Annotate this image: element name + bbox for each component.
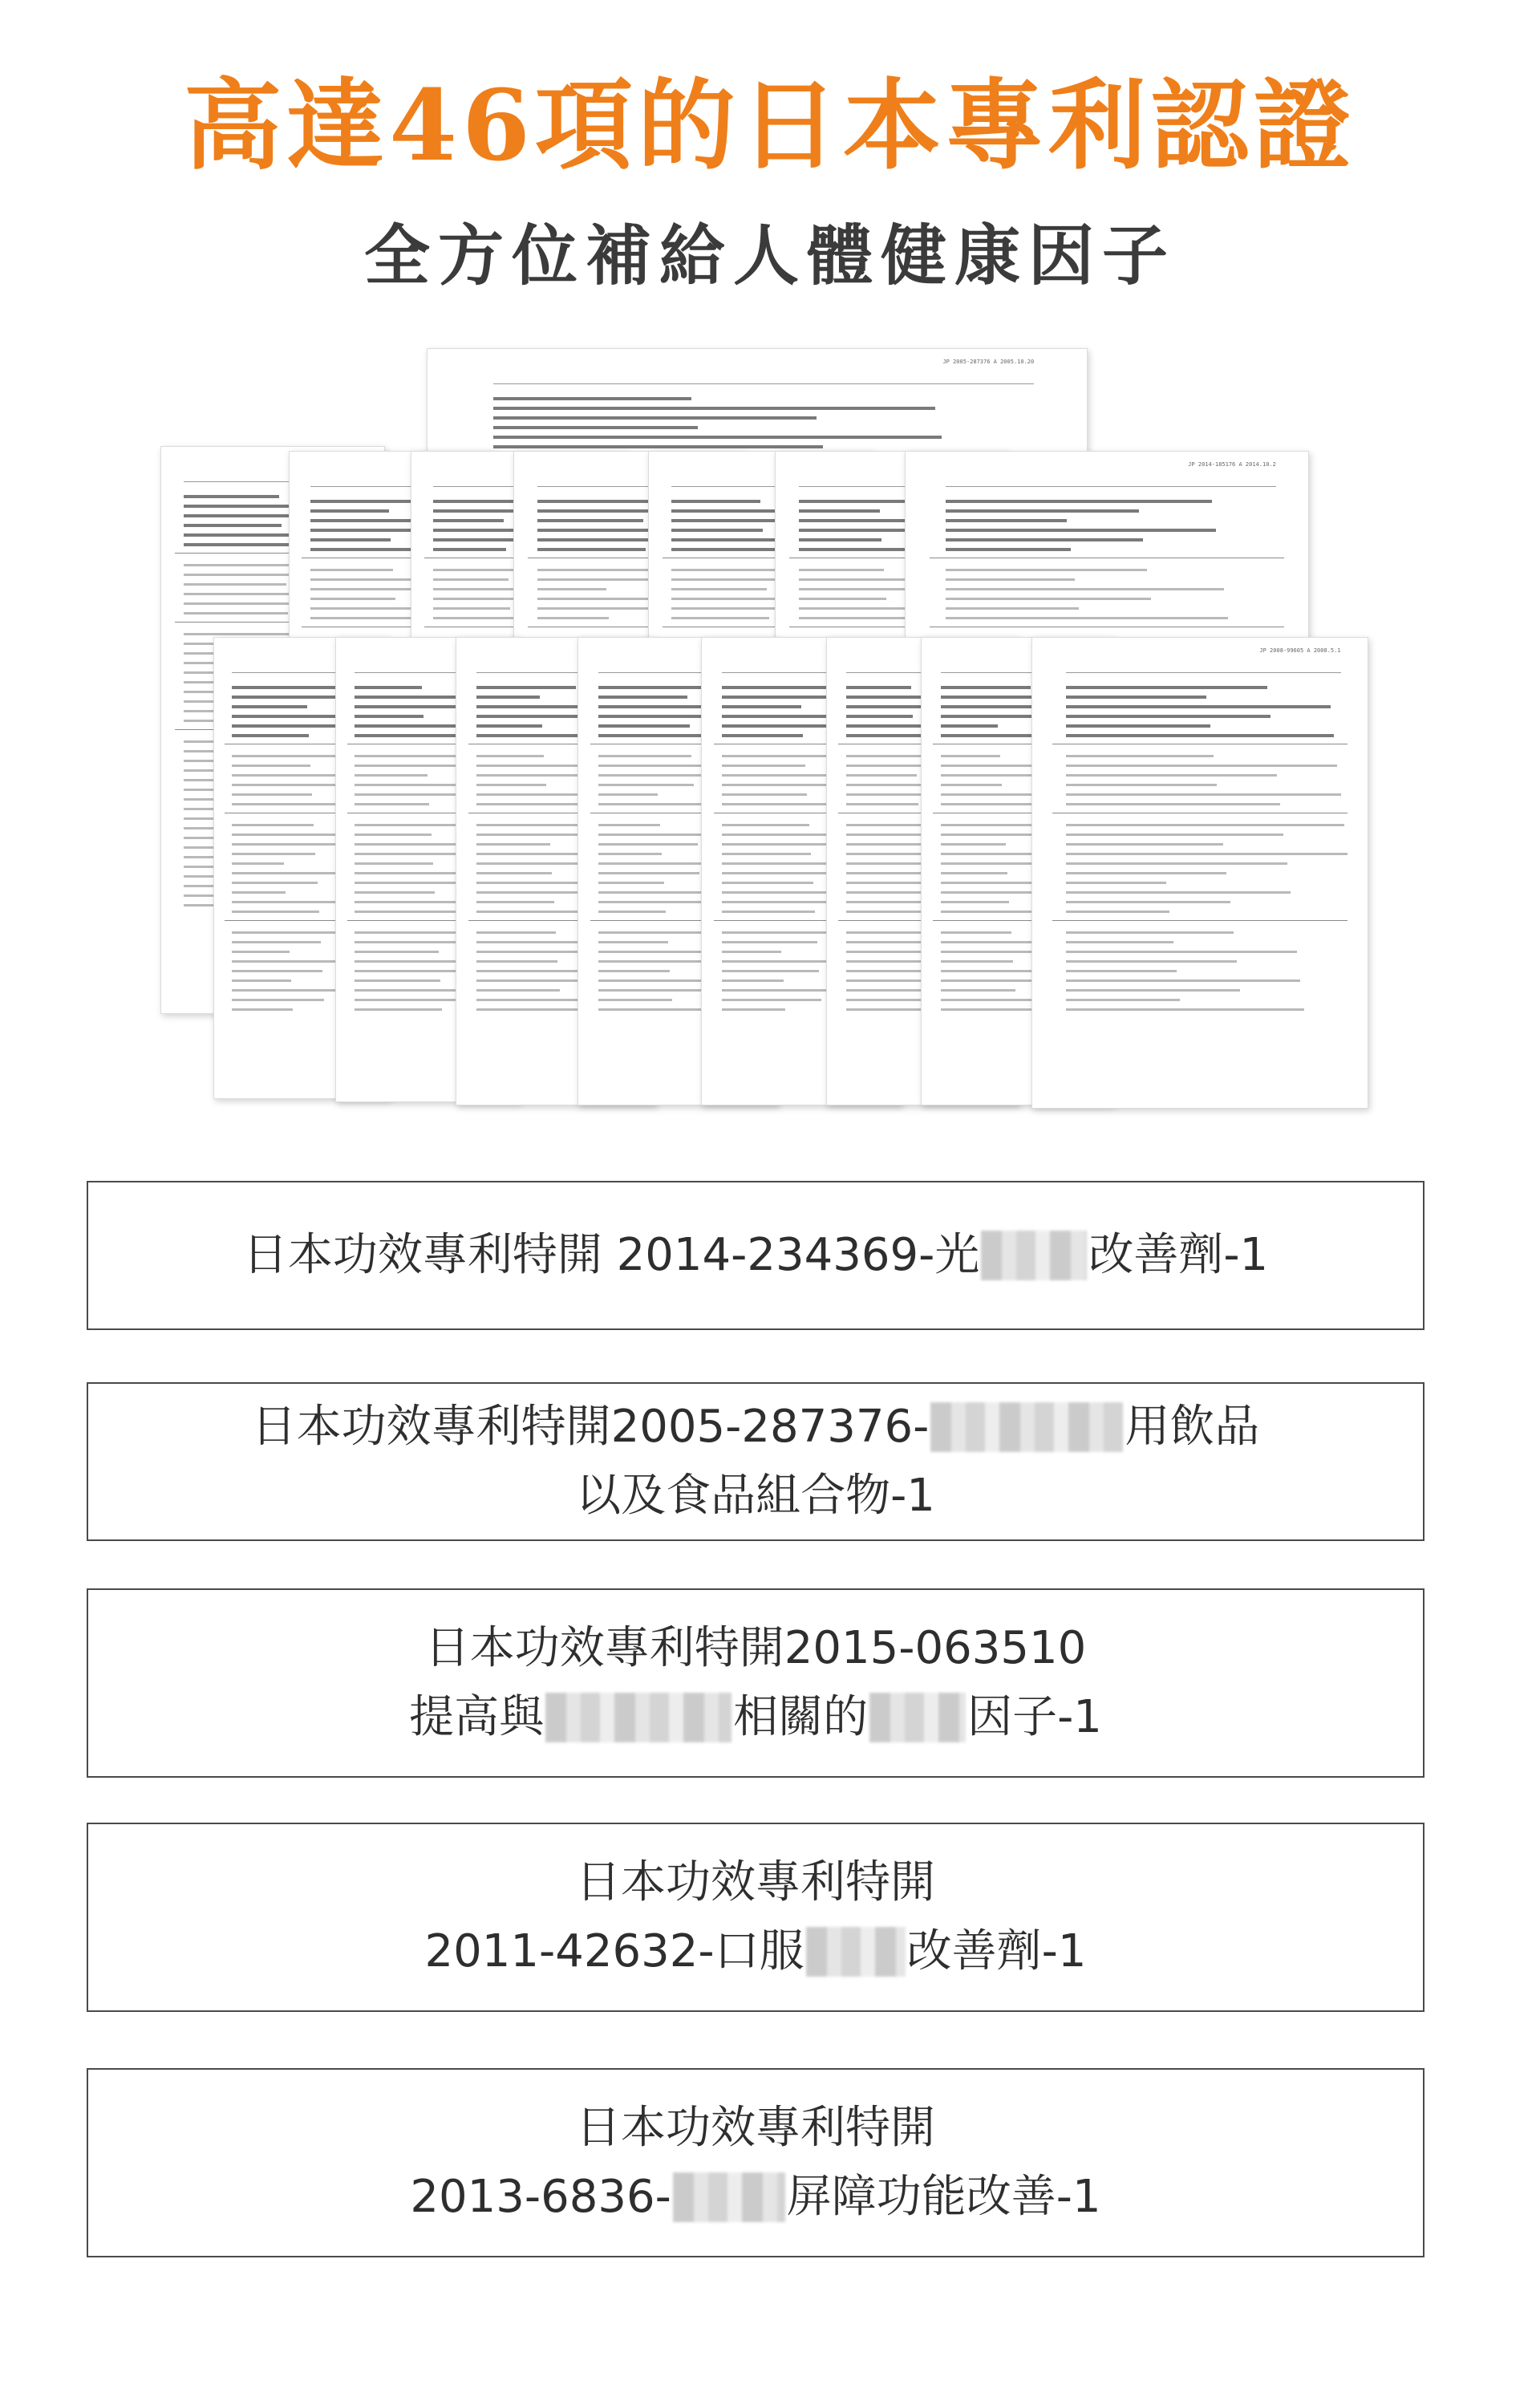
document-text-line	[598, 931, 703, 934]
document-text-line	[1066, 951, 1297, 953]
document-text-line	[232, 980, 291, 982]
document-text-line	[941, 862, 1042, 865]
document-text-line	[1066, 724, 1210, 728]
document-text-line	[941, 989, 1015, 992]
document-text-line	[1066, 911, 1170, 913]
document-text-line	[232, 999, 325, 1001]
document-text-line	[537, 519, 643, 522]
document-text-line	[722, 765, 805, 767]
document-text-line	[476, 891, 590, 894]
redacted-text	[673, 2172, 785, 2222]
document-text-line	[476, 931, 556, 934]
document-text-line	[846, 803, 918, 805]
document-text-line	[722, 724, 839, 728]
document-text-line	[722, 970, 820, 972]
patent-text: 因子-1	[967, 1691, 1102, 1743]
document-text-line	[722, 882, 813, 884]
document-text-line	[671, 588, 768, 590]
patent-documents-collage	[0, 337, 1540, 1123]
document-text-line	[941, 715, 1032, 718]
document-text-line	[493, 407, 935, 410]
document-text-line	[722, 705, 801, 708]
document-text-line	[722, 999, 821, 1001]
document-text-line	[476, 862, 588, 865]
document-text-line	[476, 686, 576, 689]
document-text-line	[232, 891, 286, 894]
document-text-line	[232, 724, 340, 728]
document-text-line	[1066, 862, 1287, 865]
document-text-line	[1066, 765, 1338, 767]
document-text-line	[355, 853, 466, 855]
document-text-line	[1066, 824, 1344, 826]
document-text-line	[232, 734, 309, 737]
document-text-line	[232, 853, 316, 855]
patent-text: 相關的	[733, 1691, 869, 1743]
document-text-line	[355, 705, 457, 708]
document-text-line	[722, 793, 808, 796]
document-text-line	[310, 538, 391, 541]
document-text-line	[941, 901, 1010, 903]
document-text-line	[232, 882, 318, 884]
document-text-line	[946, 617, 1227, 619]
document-text-line	[941, 755, 1000, 757]
document-text-line	[355, 951, 439, 953]
patent-line	[252, 1393, 1260, 1462]
document-text-line	[946, 500, 1211, 503]
document-text-line	[598, 724, 690, 728]
document-text-line	[355, 891, 435, 894]
document-text-line	[941, 803, 1038, 805]
document-text-line	[941, 774, 1036, 777]
document-text-line	[1066, 774, 1277, 777]
document-text-line	[722, 734, 804, 737]
document-header-rule	[1066, 667, 1341, 673]
document-text-line	[355, 734, 459, 737]
patent-line	[410, 2163, 1100, 2232]
document-text-line	[1066, 715, 1270, 718]
document-text-line	[476, 989, 560, 992]
document-text-line	[598, 784, 694, 786]
document-text-line	[1066, 980, 1301, 982]
document-text-line	[1066, 784, 1217, 786]
document-text-line	[598, 755, 692, 757]
document-text-line	[355, 1008, 442, 1011]
document-text-line	[722, 911, 816, 913]
document-text-line	[1066, 734, 1334, 737]
document-text-line	[722, 755, 841, 757]
document-text-line	[493, 397, 691, 400]
document-text-line	[941, 724, 998, 728]
document-text-line	[598, 793, 658, 796]
document-text-line	[355, 941, 472, 943]
document-text-line	[355, 980, 440, 982]
document-text-line	[232, 951, 290, 953]
document-text-line	[846, 715, 913, 718]
document-text-line	[1066, 696, 1207, 699]
document-text-line	[232, 970, 322, 972]
document-text-line	[722, 980, 784, 982]
document-text-line	[846, 862, 922, 865]
document-text-line	[184, 524, 282, 527]
document-text-line	[1066, 931, 1234, 934]
document-text-line	[232, 862, 284, 865]
document-text-line	[355, 911, 470, 913]
document-text-line	[722, 696, 837, 699]
document-text-line	[598, 960, 706, 963]
patent-line	[243, 1221, 1268, 1290]
document-text-line	[946, 588, 1223, 590]
patent-text: 用飲品	[1125, 1401, 1260, 1453]
document-text-line	[941, 784, 1002, 786]
document-text-line	[232, 941, 321, 943]
document-text-line	[355, 803, 429, 805]
patent-document-sheet	[1031, 637, 1368, 1109]
document-number: JP 2014-185176 A 2014.10.2	[1188, 461, 1276, 468]
document-text-line	[941, 872, 1007, 874]
document-text-line	[598, 941, 668, 943]
document-text-line	[1066, 872, 1227, 874]
document-text-line	[310, 500, 426, 503]
patent-line	[425, 1614, 1087, 1683]
document-text-line	[671, 529, 763, 532]
document-text-line	[799, 569, 885, 571]
patent-line	[409, 1683, 1102, 1752]
redacted-text	[806, 1927, 906, 1977]
document-text-line	[946, 529, 1215, 532]
document-text-line	[598, 970, 670, 972]
document-text-line	[722, 941, 817, 943]
redacted-text	[869, 1693, 966, 1742]
document-text-line	[598, 901, 702, 903]
document-text-line	[355, 765, 460, 767]
document-text-line	[598, 911, 666, 913]
document-text-line	[493, 436, 942, 439]
document-text-line	[537, 578, 648, 581]
document-text-line	[799, 598, 886, 600]
patent-box-2	[87, 1382, 1424, 1541]
document-text-line	[671, 617, 769, 619]
document-text-line	[476, 901, 554, 903]
patent-text: 日本功效專利特開	[576, 1856, 935, 1908]
document-text-line	[476, 724, 542, 728]
document-text-line	[537, 588, 606, 590]
patent-text: 改善劑-1	[1088, 1229, 1269, 1281]
document-text-line	[1066, 882, 1166, 884]
document-text-line	[1066, 853, 1348, 855]
document-text-line	[941, 686, 1031, 689]
document-text-line	[232, 755, 342, 757]
page-subtitle: 全方位補給人體健康因子	[363, 217, 1176, 294]
document-text-line	[722, 1008, 785, 1011]
document-text-line	[946, 538, 1143, 541]
patent-text: 屏障功能改善-1	[786, 2171, 1101, 2223]
document-text-line	[355, 793, 463, 796]
document-text-line	[598, 824, 660, 826]
document-text-line	[232, 931, 352, 934]
document-text-line	[846, 980, 930, 982]
document-text-line	[476, 872, 552, 874]
document-text-line	[232, 1008, 293, 1011]
document-text-line	[355, 715, 424, 718]
document-text-line	[598, 882, 664, 884]
document-text-line	[1066, 999, 1180, 1001]
document-text-line	[476, 774, 582, 777]
patent-box-4	[87, 1823, 1424, 2012]
document-text-line	[537, 548, 646, 551]
document-text-line	[598, 872, 699, 874]
document-text-line	[537, 617, 609, 619]
document-text-line	[799, 509, 880, 513]
patent-text: 改善劑-1	[906, 1925, 1087, 1977]
document-number: JP 2005-287376 A 2005.10.20	[942, 359, 1035, 365]
document-text-line	[476, 960, 558, 963]
document-text-line	[946, 578, 1075, 581]
document-text-line	[232, 872, 349, 874]
document-text-line	[946, 607, 1079, 610]
document-text-line	[1066, 891, 1291, 894]
document-text-line	[941, 960, 1013, 963]
document-text-line	[310, 509, 389, 513]
document-text-line	[476, 803, 584, 805]
document-text-line	[232, 901, 351, 903]
patent-box-5	[87, 2068, 1424, 2257]
patent-line	[576, 1462, 935, 1531]
document-text-line	[946, 598, 1151, 600]
patent-text: 日本功效專利特開 2014-234369-光	[242, 1229, 980, 1281]
document-text-line	[355, 862, 433, 865]
document-text-line	[598, 853, 662, 855]
document-text-line	[598, 843, 698, 846]
document-text-line	[232, 784, 344, 786]
document-text-line	[310, 598, 395, 600]
document-text-line	[946, 509, 1139, 513]
document-text-line	[537, 607, 650, 610]
document-number: JP 2008-99605 A 2008.5.1	[1259, 647, 1341, 654]
document-text-line	[722, 824, 809, 826]
document-text-line	[476, 696, 540, 699]
document-text-line	[232, 793, 312, 796]
document-text-line	[1066, 1008, 1304, 1011]
document-text-line	[433, 548, 506, 551]
document-text-line	[476, 784, 546, 786]
patent-line	[425, 1917, 1087, 1986]
document-text-line	[355, 882, 468, 884]
document-text-line	[846, 686, 911, 689]
document-text-line	[941, 843, 1006, 846]
document-header-rule	[493, 378, 1034, 384]
document-text-line	[1066, 686, 1267, 689]
document-text-line	[232, 765, 310, 767]
document-text-line	[598, 999, 672, 1001]
document-text-line	[1066, 843, 1223, 846]
document-text-line	[232, 843, 347, 846]
document-text-line	[355, 686, 422, 689]
patent-text: 以及食品組合物-1	[576, 1470, 935, 1522]
document-text-line	[493, 445, 823, 448]
page-title: 高達46項的日本專利認證	[184, 67, 1356, 183]
document-text-line	[476, 755, 544, 757]
document-text-line	[184, 583, 286, 586]
document-text-line	[1066, 941, 1173, 943]
redacted-text	[545, 1693, 732, 1742]
document-text-line	[1066, 960, 1237, 963]
document-text-line	[355, 774, 428, 777]
document-text-line	[476, 951, 594, 953]
patent-text: 2011-42632-口服	[424, 1925, 804, 1977]
document-text-line	[433, 578, 509, 581]
document-text-line	[184, 612, 289, 614]
document-text-line	[846, 774, 917, 777]
document-text-line	[846, 1008, 932, 1011]
document-text-line	[232, 705, 307, 708]
patent-box-1	[87, 1181, 1424, 1330]
document-text-line	[946, 548, 1071, 551]
patent-text: 2013-6836-	[410, 2171, 671, 2223]
document-text-line	[941, 833, 1040, 836]
document-text-line	[1066, 833, 1284, 836]
document-text-line	[799, 538, 882, 541]
document-text-line	[1066, 705, 1331, 708]
patent-line	[576, 2094, 935, 2163]
document-text-line	[846, 951, 928, 953]
document-text-line	[493, 426, 698, 429]
document-text-line	[1066, 989, 1240, 992]
document-text-line	[846, 833, 921, 836]
patent-text: 日本功效專利特開2015-063510	[424, 1622, 1087, 1674]
document-text-line	[946, 569, 1147, 571]
document-text-line	[799, 500, 922, 503]
document-text-line	[722, 951, 781, 953]
document-text-line	[232, 911, 319, 913]
document-text-line	[355, 824, 464, 826]
patent-text: 日本功效專利特開	[576, 2102, 935, 2154]
document-text-line	[722, 784, 843, 786]
document-text-line	[476, 843, 550, 846]
document-text-line	[184, 495, 280, 498]
document-text-line	[476, 833, 586, 836]
document-text-line	[598, 989, 707, 992]
document-text-line	[232, 824, 314, 826]
document-header-rule	[946, 481, 1276, 487]
document-text-line	[310, 569, 393, 571]
document-text-line	[722, 853, 812, 855]
document-text-line	[1066, 901, 1230, 903]
document-text-line	[846, 891, 925, 894]
document-text-line	[598, 696, 688, 699]
document-text-line	[476, 715, 578, 718]
redacted-text	[981, 1231, 1087, 1280]
document-text-line	[1066, 793, 1341, 796]
patent-text: 提高與	[409, 1691, 545, 1743]
document-text-line	[493, 416, 817, 420]
document-text-line	[1066, 755, 1214, 757]
document-text-line	[941, 891, 1044, 894]
document-text-line	[941, 931, 1011, 934]
document-text-line	[1066, 970, 1177, 972]
patent-text: 日本功效專利特開2005-287376-	[251, 1401, 930, 1453]
document-text-line	[433, 607, 510, 610]
document-text-line	[671, 500, 760, 503]
document-text-line	[946, 519, 1067, 522]
redacted-text	[930, 1402, 1123, 1452]
document-divider	[1052, 920, 1348, 921]
document-text-line	[433, 519, 504, 522]
patent-line	[576, 1848, 935, 1917]
document-text-line	[1066, 803, 1281, 805]
document-text-line	[232, 696, 338, 699]
document-text-line	[355, 833, 432, 836]
patent-box-3	[87, 1588, 1424, 1778]
